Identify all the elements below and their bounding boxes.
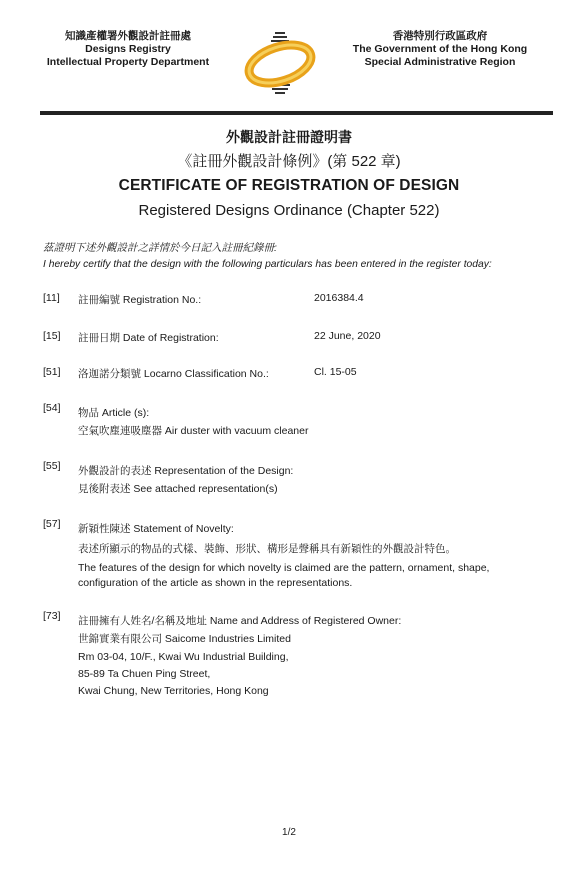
field-code-73: [73] bbox=[43, 610, 61, 622]
owner-address-line-3: Kwai Chung, New Territories, Hong Kong bbox=[78, 685, 269, 697]
issuer-left-department: Intellectual Property Department bbox=[46, 56, 210, 68]
certify-statement-zh: 茲證明下述外觀設計之詳情於今日記入註冊紀錄冊: bbox=[43, 242, 277, 254]
field-value-novelty-en-2: configuration of the article as shown in the representations. bbox=[78, 577, 353, 589]
certify-statement-en: I hereby certify that the design with the following particulars has been entered in the register today: bbox=[43, 259, 492, 270]
owner-address-line-2: 85-89 Ta Chuen Ping Street, bbox=[78, 668, 211, 680]
field-label-representation: 外觀設計的表述 Representation of the Design: bbox=[78, 465, 294, 477]
issuer-right-block bbox=[340, 30, 540, 69]
page-number: 1/2 bbox=[282, 827, 296, 838]
ordinance-zh: 《註冊外觀設計條例》(第 522 章) bbox=[177, 153, 401, 170]
issuer-right-sar: Special Administrative Region bbox=[364, 56, 516, 68]
issuer-left-block bbox=[28, 30, 228, 69]
field-value-representation: 見後附表述 See attached representation(s) bbox=[78, 483, 278, 495]
issuer-right-zh: 香港特別行政區政府 bbox=[392, 30, 488, 42]
field-value-novelty-en-1: The features of the design for which novelty is claimed are the pattern, ornament, shape, bbox=[78, 562, 490, 574]
ordinance-en: Registered Designs Ordinance (Chapter 522) bbox=[138, 202, 440, 219]
field-label-owner: 註冊擁有人姓名/名稱及地址 Name and Address of Registered Owner: bbox=[78, 615, 402, 627]
title-zh: 外觀設計註冊證明書 bbox=[226, 129, 352, 145]
field-code-15: [15] bbox=[43, 330, 61, 342]
issuer-left-zh: 知識產權署外觀設計註冊處 bbox=[65, 30, 191, 42]
field-label-registration-no: 註冊編號 Registration No.: bbox=[78, 294, 202, 306]
issuer-left-registry: Designs Registry bbox=[85, 43, 171, 55]
field-value-article: 空氣吹塵連吸塵器 Air duster with vacuum cleaner bbox=[78, 425, 309, 437]
field-value-registration-no: 2016384.4 bbox=[314, 292, 364, 304]
owner-name: 世錦實業有限公司 Saicome Industries Limited bbox=[78, 633, 291, 645]
field-code-57: [57] bbox=[43, 518, 61, 530]
field-code-55: [55] bbox=[43, 460, 61, 472]
field-value-locarno: Cl. 15-05 bbox=[314, 366, 357, 378]
header-divider bbox=[40, 111, 553, 115]
owner-address-line-1: Rm 03-04, 10/F., Kwai Wu Industrial Building, bbox=[78, 651, 289, 663]
field-label-novelty: 新穎性陳述 Statement of Novelty: bbox=[78, 523, 234, 535]
field-value-novelty-zh: 表述所顯示的物品的式樣、裝飾、形狀、構形是聲稱具有新穎性的外觀設計特色。 bbox=[78, 543, 456, 555]
hksar-bauhinia-logo-icon bbox=[240, 28, 320, 98]
field-label-article: 物品 Article (s): bbox=[78, 407, 150, 419]
field-code-51: [51] bbox=[43, 366, 61, 378]
title-en: CERTIFICATE OF REGISTRATION OF DESIGN bbox=[118, 177, 460, 194]
field-code-11: [11] bbox=[43, 292, 60, 304]
field-code-54: [54] bbox=[43, 402, 61, 414]
field-label-registration-date: 註冊日期 Date of Registration: bbox=[78, 332, 219, 344]
field-value-registration-date: 22 June, 2020 bbox=[314, 330, 381, 342]
field-label-locarno: 洛迦諾分類號 Locarno Classification No.: bbox=[78, 368, 269, 380]
issuer-right-gov: The Government of the Hong Kong bbox=[352, 43, 528, 55]
